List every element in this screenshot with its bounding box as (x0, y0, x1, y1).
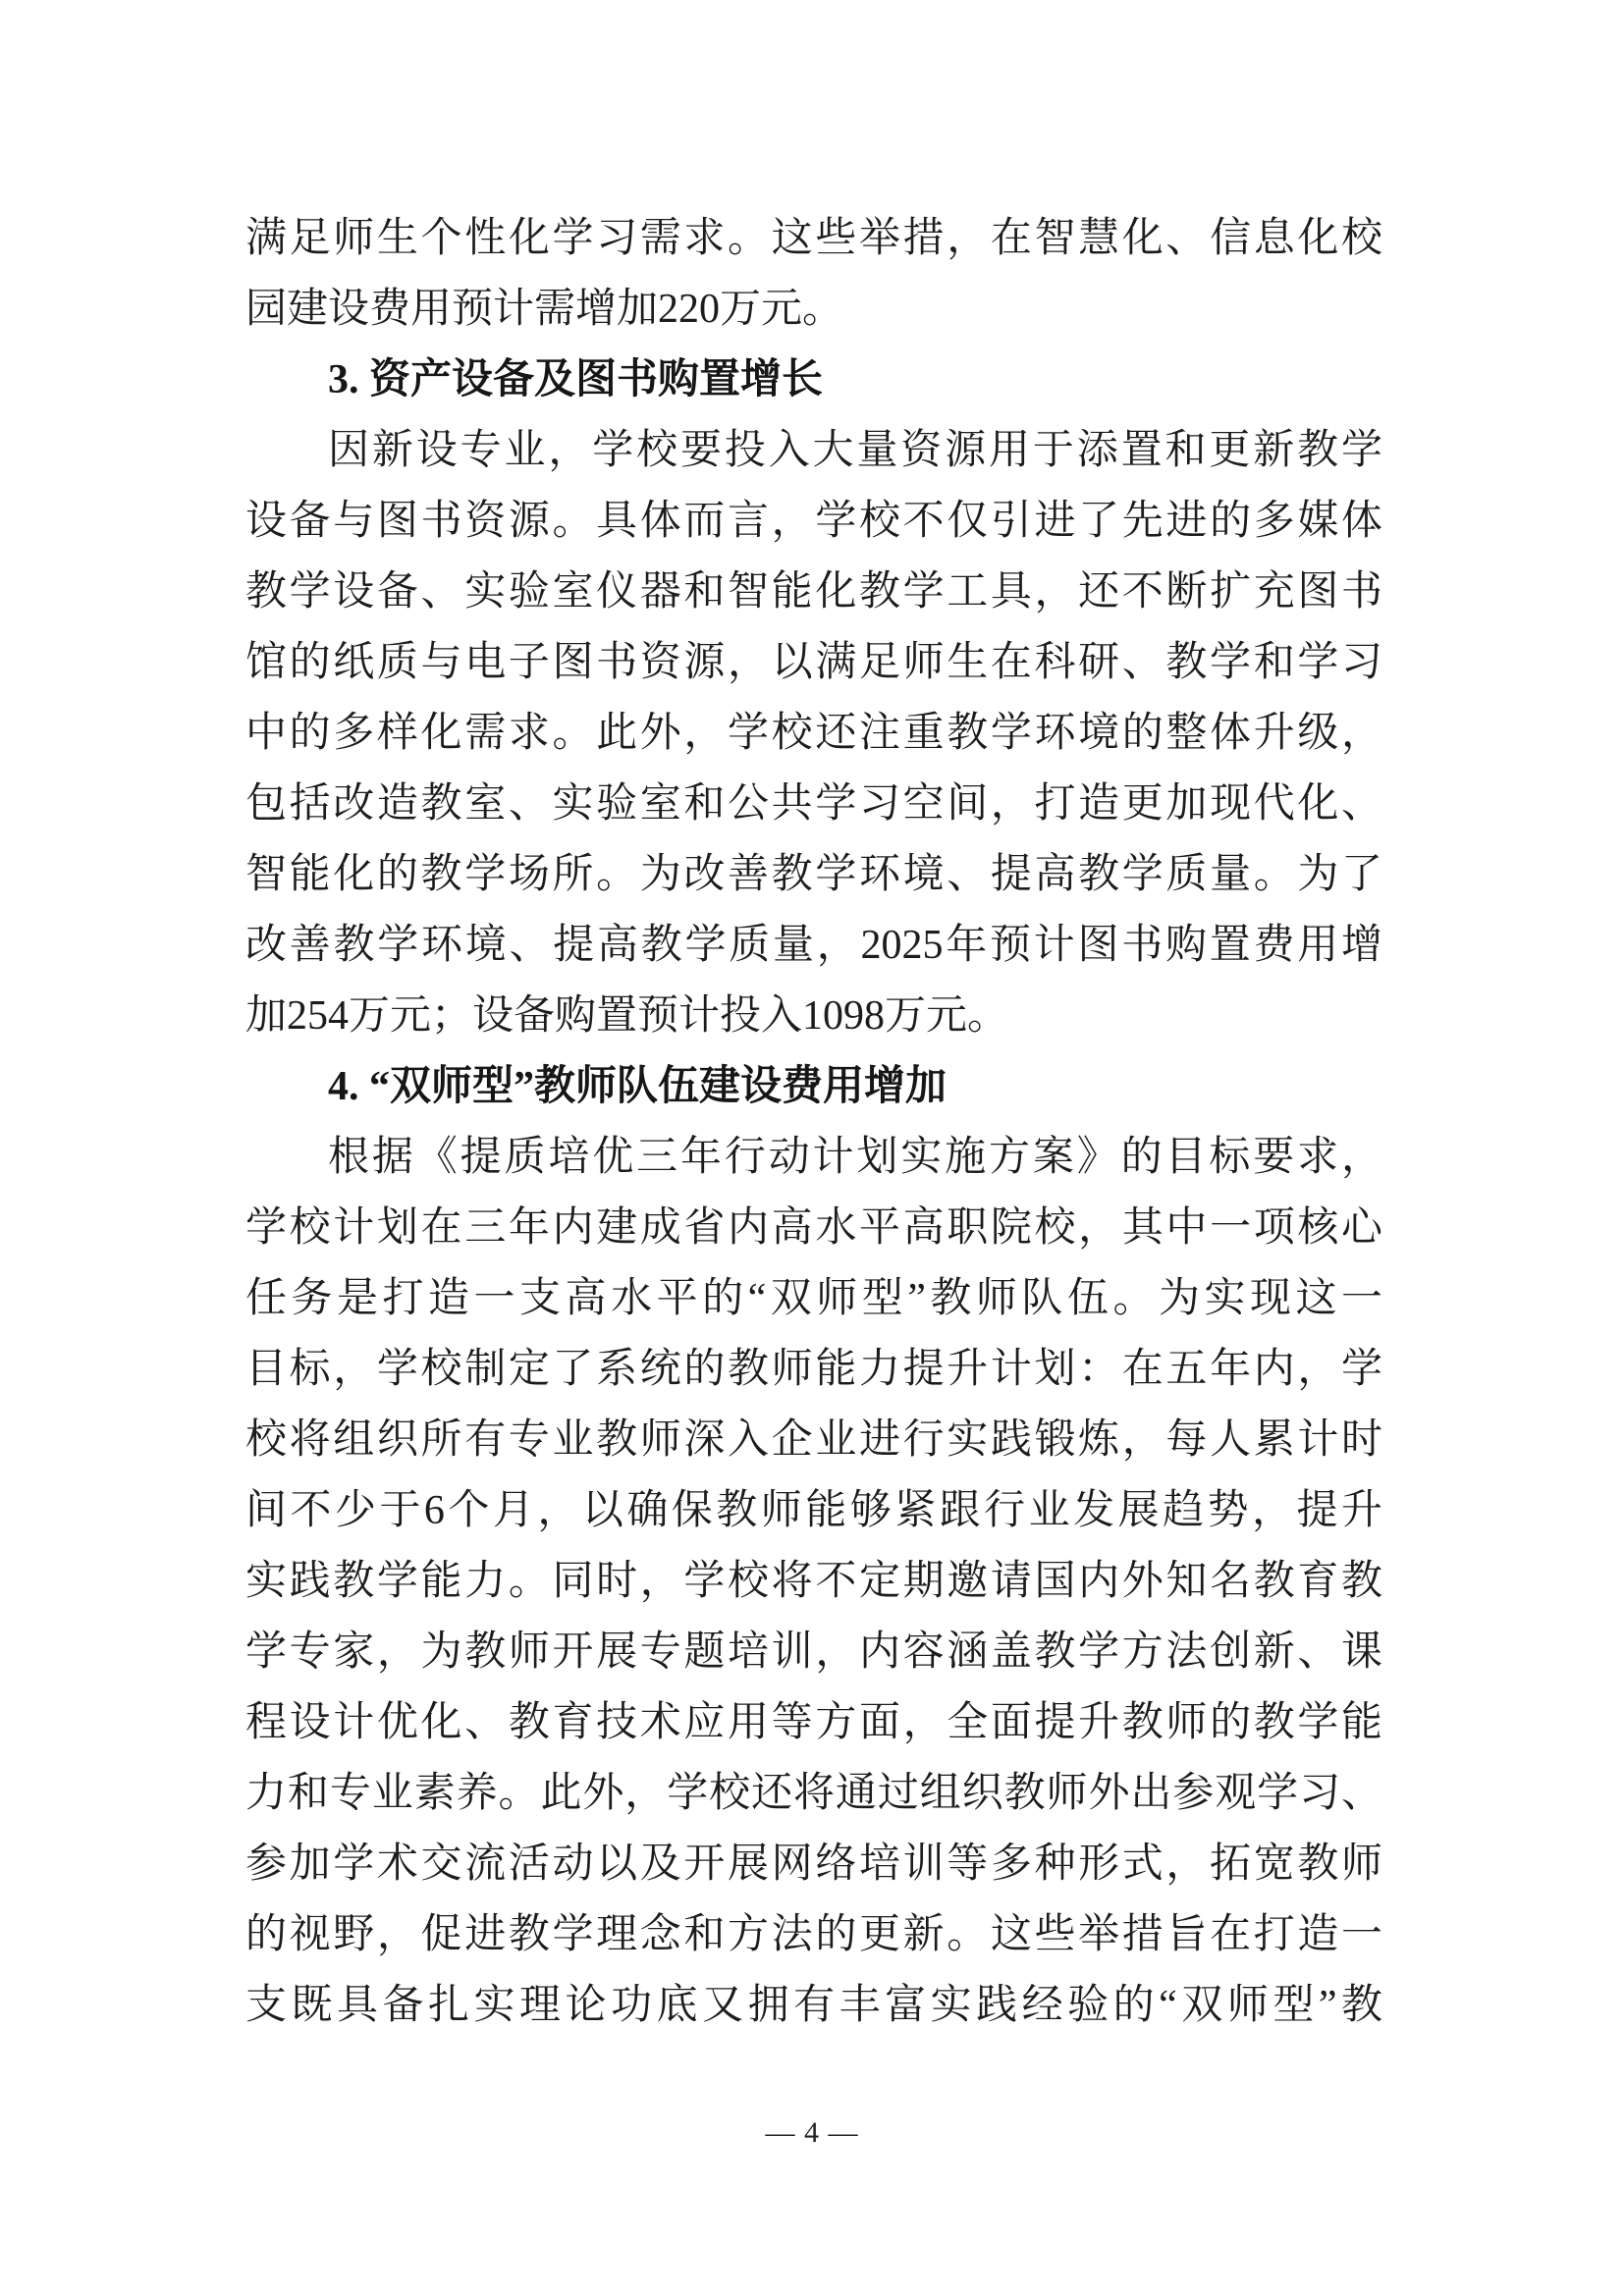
text-line: 目标，学校制定了系统的教师能力提升计划：在五年内，学 (245, 1347, 1382, 1392)
text-line: 智能化的教学场所。为改善教学环境、提高教学质量。为了 (245, 852, 1382, 897)
text-line: 学专家，为教师开展专题培训，内容涵盖教学方法创新、课 (245, 1629, 1382, 1675)
text-line: 因新设专业，学校要投入大量资源用于添置和更新教学 (328, 428, 1382, 473)
text-line: 学校计划在三年内建成省内高水平高职院校，其中一项核心 (245, 1205, 1382, 1251)
text-line: 力和专业素养。此外，学校还将通过组织教师外出参观学习、 (245, 1771, 1382, 1816)
text-line: 参加学术交流活动以及开展网络培训等多种形式，拓宽教师 (245, 1842, 1382, 1887)
text-line: 任务是打造一支高水平的“双师型”教师队伍。为实现这一 (245, 1276, 1382, 1321)
text-line: 教学设备、实验室仪器和智能化教学工具，还不断扩充图书 (245, 569, 1382, 614)
text-line: 根据《提质培优三年行动计划实施方案》的目标要求， (328, 1135, 1382, 1180)
text-line: 园建设费用预计需增加220万元。 (245, 287, 844, 332)
text-line: 程设计优化、教育技术应用等方面，全面提升教师的教学能 (245, 1700, 1382, 1745)
text-line: 支既具备扎实理论功底又拥有丰富实践经验的“双师型”教 (245, 1983, 1382, 2028)
document-body (245, 203, 1382, 2041)
text-line: 馆的纸质与电子图书资源，以满足师生在科研、教学和学习 (245, 640, 1382, 685)
text-line: 的视野，促进教学理念和方法的更新。这些举措旨在打造一 (245, 1912, 1382, 1957)
page-number: — 4 — (765, 2116, 859, 2149)
text-line: 实践教学能力。同时，学校将不定期邀请国内外知名教育教 (245, 1559, 1382, 1604)
text-line: 中的多样化需求。此外，学校还注重教学环境的整体升级， (245, 711, 1382, 756)
text-line: 改善教学环境、提高教学质量，2025年预计图书购置费用增 (245, 923, 1382, 968)
text-line: 设备与图书资源。具体而言，学校不仅引进了先进的多媒体 (245, 499, 1382, 544)
text-line: 间不少于6个月，以确保教师能够紧跟行业发展趋势，提升 (245, 1488, 1382, 1533)
text-line: 包括改造教室、实验室和公共学习空间，打造更加现代化、 (245, 781, 1382, 827)
section-heading: 4. “双师型”教师队伍建设费用增加 (328, 1064, 947, 1109)
text-line: 校将组织所有专业教师深入企业进行实践锻炼，每人累计时 (245, 1417, 1382, 1463)
text-line: 加254万元；设备购置预计投入1098万元。 (245, 993, 1009, 1039)
text-line: 满足师生个性化学习需求。这些举措，在智慧化、信息化校 (245, 216, 1382, 261)
section-heading: 3. 资产设备及图书购置增长 (328, 357, 824, 402)
